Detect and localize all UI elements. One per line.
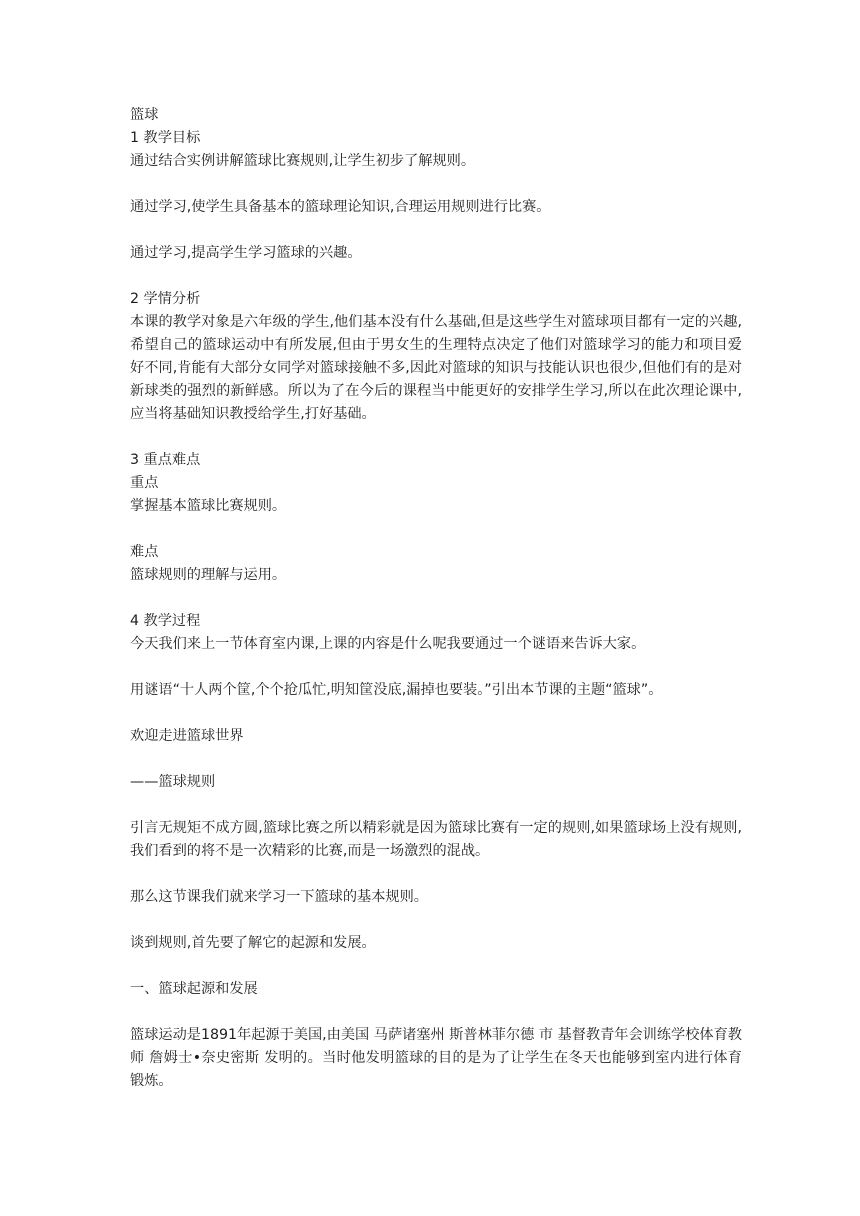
spacer bbox=[130, 748, 742, 771]
process-paragraph-5: 引言无规矩不成方圆,篮球比赛之所以精彩就是因为篮球比赛有一定的规则,如果篮球场上没有规则,我们看到的将不是一次精彩的比赛,而是一场激烈的混战。 bbox=[130, 820, 742, 859]
process-paragraph-8: 一、篮球起源和发展 bbox=[130, 981, 258, 997]
key-point-text: 掌握基本篮球比赛规则。 bbox=[130, 498, 287, 514]
process-paragraph-7: 谈到规则,首先要了解它的起源和发展。 bbox=[130, 935, 376, 951]
process-paragraph-1: 今天我们来上一节体育室内课,上课的内容是什么呢我要通过一个谜语来告诉大家。 bbox=[130, 636, 646, 652]
process-paragraph-6: 那么这节课我们就来学习一下篮球的基本规则。 bbox=[130, 889, 428, 905]
spacer bbox=[130, 265, 742, 288]
section-heading-key-points: 3 重点难点 bbox=[130, 452, 201, 468]
objective-paragraph-2: 通过学习,使学生具备基本的篮球理论知识,合理运用规则进行比赛。 bbox=[130, 199, 551, 215]
spacer bbox=[130, 909, 742, 932]
process-paragraph-4: ——篮球规则 bbox=[130, 774, 216, 790]
spacer bbox=[130, 426, 742, 449]
objective-paragraph-3: 通过学习,提高学生学习篮球的兴趣。 bbox=[130, 245, 362, 261]
spacer bbox=[130, 1001, 742, 1024]
process-paragraph-2: 用谜语“十人两个筐,个个抢瓜忙,明知筐没底,漏掉也要装。”引出本节课的主题“篮球”。 bbox=[130, 682, 663, 698]
spacer bbox=[130, 587, 742, 610]
objective-paragraph-1: 通过结合实例讲解篮球比赛规则,让学生初步了解规则。 bbox=[130, 153, 476, 169]
spacer bbox=[130, 173, 742, 196]
spacer bbox=[130, 794, 742, 817]
section-heading-process: 4 教学过程 bbox=[130, 613, 201, 629]
spacer bbox=[130, 656, 742, 679]
spacer bbox=[130, 219, 742, 242]
section-heading-analysis: 2 学情分析 bbox=[130, 291, 201, 307]
spacer bbox=[130, 702, 742, 725]
document-page bbox=[130, 104, 742, 1093]
analysis-paragraph: 本课的教学对象是六年级的学生,他们基本没有什么基础,但是这些学生对篮球项目都有一定的兴趣,希望自己的篮球运动中有所发展,但由于男女生的生理特点决定了他们对篮球学习的能力和项目爱好不同,肯能有大部分女同学对篮球接触不多,因此对篮球的知识与技能认识也很少,但他们有的是对新球类的强烈的新鲜感。所以为了在今后的课程当中能更好的安排学生学习,所以在此次理论课中,应当将基础知识教授给学生,打好基础。 bbox=[130, 314, 742, 422]
spacer bbox=[130, 863, 742, 886]
document-title: 篮球 bbox=[130, 107, 159, 123]
section-heading-objectives: 1 教学目标 bbox=[130, 130, 201, 146]
spacer bbox=[130, 518, 742, 541]
spacer bbox=[130, 955, 742, 978]
difficulty-text: 篮球规则的理解与运用。 bbox=[130, 567, 287, 583]
key-point-label: 重点 bbox=[130, 475, 159, 491]
process-paragraph-9: 篮球运动是1891年起源于美国,由美国 马萨诸塞州 斯普林菲尔德 市 基督教青年会训练学校体育教师 詹姆士•奈史密斯 发明的。当时他发明篮球的目的是为了让学生在冬天也能够到室内进行体育锻炼。 bbox=[130, 1027, 742, 1089]
process-paragraph-3: 欢迎走进篮球世界 bbox=[130, 728, 244, 744]
difficulty-label: 难点 bbox=[130, 544, 159, 560]
